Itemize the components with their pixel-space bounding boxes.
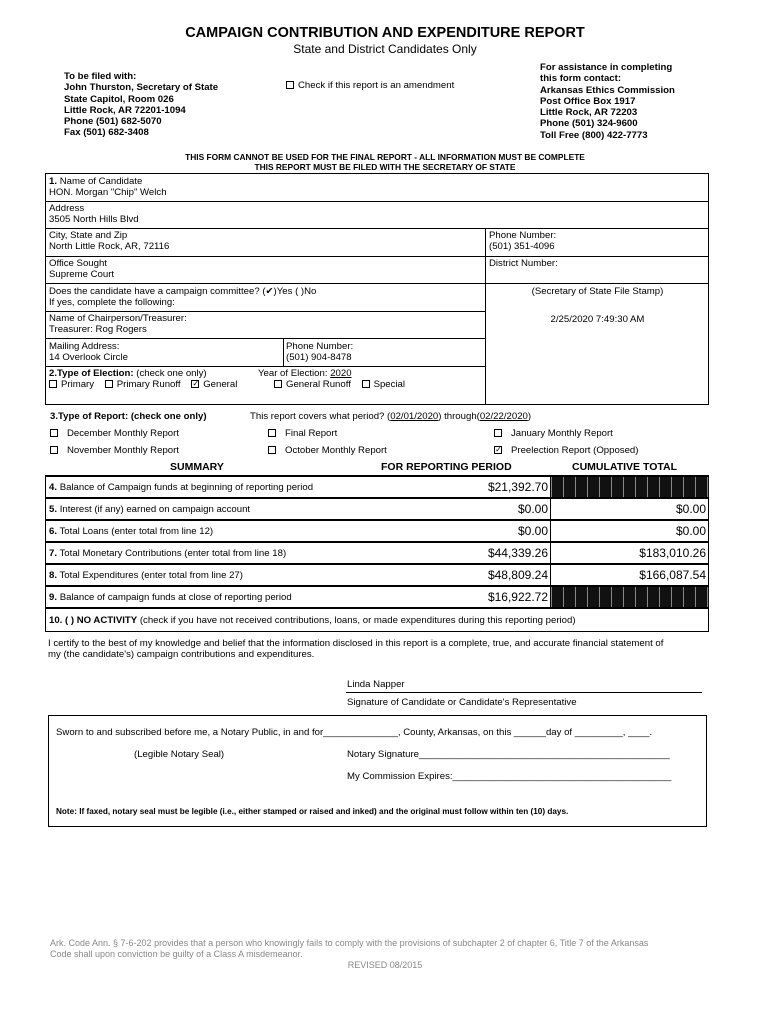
option-general: General (203, 379, 238, 391)
period-to: 02/22/2020 (479, 411, 528, 422)
election-year-field (258, 368, 405, 390)
candidate-name-value: HON. Morgan "Chip" Welch (49, 187, 167, 199)
report-option-january[interactable]: January Monthly Report (494, 428, 613, 439)
treasurer-field[interactable] (49, 313, 187, 335)
office-label: Office Sought (49, 258, 107, 269)
december-checkbox[interactable] (50, 429, 58, 437)
no-activity-note: (check if you have not received contributions, loans, or made expenditures during this reporting period) (137, 615, 576, 626)
committee-question-text: Does the candidate have a campaign committee? (✔)Yes ( )No (49, 286, 317, 297)
option-special: Special (373, 379, 406, 391)
primary-runoff-checkbox[interactable] (105, 380, 113, 388)
cumulative-value[interactable]: $183,010.26 (639, 546, 706, 560)
report-option-november[interactable]: November Monthly Report (50, 445, 179, 456)
period-value[interactable]: $0.00 (517, 524, 548, 538)
preelection-checkbox[interactable] (494, 446, 502, 454)
cumulative-value[interactable]: $166,087.54 (639, 568, 706, 582)
file-with-block (64, 71, 218, 139)
file-stamp-value: 2/25/2020 7:49:30 AM (550, 314, 645, 325)
assistance-line: Phone (501) 324-9600 (540, 118, 638, 130)
summary-row-label: Balance of campaign funds at close of reporting period (59, 592, 292, 603)
summary-row: 7. Total Monetary Contributions (enter total from line 18) $44,339.26 $183,010.26 (45, 542, 709, 564)
city-label: City, State and Zip (49, 230, 128, 241)
election-type-field: 2.Type of Election: (check one only) Primary Primary Runoff ✓ General (49, 368, 237, 390)
report-option-october[interactable]: October Monthly Report (268, 445, 387, 456)
address-value: 3505 North Hills Blvd (49, 214, 139, 226)
period-from: 02/01/2020 (390, 411, 439, 422)
committee-question-hint: If yes, complete the following: (49, 297, 175, 309)
summary-row: 8. Total Expenditures (enter total from line 27) $48,809.24 $166,087.54 (45, 564, 709, 586)
candidate-name-label: Name of Candidate (59, 176, 143, 187)
treasurer-phone-value: (501) 904-8478 (286, 352, 352, 364)
summary-row: 9. Balance of campaign funds at close of reporting period $16,922.72 (45, 586, 709, 608)
summary-row: 4. Balance of Campaign funds at beginning of reporting period $21,392.70 (45, 476, 709, 498)
form-title: CAMPAIGN CONTRIBUTION AND EXPENDITURE REPORT (185, 25, 585, 41)
report-type-label: 3.Type of Report: (check one only) (50, 411, 207, 422)
primary-checkbox[interactable] (49, 380, 57, 388)
candidate-name-field[interactable]: 1. Name of Candidate HON. Morgan "Chip" Welch (49, 176, 167, 199)
district-number-field[interactable] (489, 258, 558, 269)
january-checkbox[interactable] (494, 429, 502, 437)
year-value: 2020 (330, 368, 352, 379)
treasurer-value: Treasurer: Rog Rogers (49, 324, 147, 336)
summary-row: 5. Interest (if any) earned on campaign account $0.00 $0.00 (45, 498, 709, 520)
option-primary-runoff: Primary Runoff (116, 379, 181, 391)
general-checkbox[interactable] (191, 380, 199, 388)
signature-label: Signature of Candidate or Candidate's Representative (347, 697, 577, 708)
candidate-address-field[interactable] (49, 203, 139, 225)
period-value[interactable]: $48,809.24 (487, 568, 548, 582)
file-with-line: Little Rock, AR 72201-1094 (64, 104, 186, 116)
form-subtitle: State and District Candidates Only (293, 42, 477, 56)
november-checkbox[interactable] (50, 446, 58, 454)
notary-signature-line[interactable]: Notary Signature_______________________________________________ (347, 749, 670, 760)
phone-value: (501) 351-4096 (489, 241, 555, 253)
assistance-line: Post Office Box 1917 (540, 95, 636, 107)
office-value: Supreme Court (49, 269, 115, 281)
assistance-block (540, 62, 675, 141)
file-with-line: To be filed with: (64, 71, 137, 82)
warning-secretary: THIS REPORT MUST BE FILED WITH THE SECRETARY OF STATE (254, 162, 516, 172)
period-value[interactable]: $21,392.70 (487, 480, 548, 494)
treasurer-label: Name of Chairperson/Treasurer: (49, 313, 187, 324)
assistance-line: this form contact: (540, 73, 622, 85)
general-runoff-checkbox[interactable] (274, 380, 282, 388)
amendment-checkbox-row[interactable] (286, 80, 454, 91)
city-value: North Little Rock, AR, 72116 (49, 241, 170, 253)
office-sought-field[interactable] (49, 258, 114, 280)
summary-row-label: Total Loans (enter total from line 12) (59, 526, 214, 537)
certification-text: I certify to the best of my knowledge and belief that the information disclosed in this report is a complete, true, and accurate financial statement of my (the candidate's) campaign contributions and expenditures. (48, 638, 664, 661)
file-with-line: John Thurston, Secretary of State (64, 82, 219, 94)
commission-expires-line[interactable]: My Commission Expires:_________________________________________ (347, 771, 672, 782)
summary-row-label: Interest (if any) earned on campaign account (59, 504, 251, 515)
final-checkbox[interactable] (268, 429, 276, 437)
report-period[interactable]: This report covers what period? (02/01/2020) through(02/22/2020) (250, 411, 532, 422)
summary-row-label: Total Monetary Contributions (enter total from line 18) (59, 548, 287, 559)
cumulative-value[interactable]: $0.00 (675, 524, 706, 538)
address-label: Address (49, 203, 85, 214)
assistance-line: Arkansas Ethics Commission (540, 84, 675, 96)
notary-fax-note: Note: If faxed, notary seal must be legible (i.e., either stamped or raised and inked) and the original must follow within ten (10) days. (56, 807, 569, 816)
report-option-preelection[interactable]: ✓ Preelection Report (Opposed) (494, 445, 638, 456)
report-option-december[interactable]: December Monthly Report (50, 428, 179, 439)
option-primary: Primary (61, 379, 95, 391)
assistance-line: For assistance in completing (540, 62, 673, 73)
candidate-phone-field[interactable] (489, 230, 556, 252)
summary-row-label: Balance of Campaign funds at beginning of reporting period (59, 482, 314, 493)
signer-name[interactable]: Linda Napper (347, 679, 405, 690)
no-activity-label[interactable]: ( ) NO ACTIVITY (65, 615, 138, 626)
candidate-city-field[interactable] (49, 230, 169, 252)
notary-seal-label: (Legible Notary Seal) (134, 749, 225, 760)
assistance-line: Little Rock, AR 72203 (540, 107, 638, 119)
district-label: District Number: (489, 258, 558, 269)
no-activity-row[interactable]: 10. ( ) NO ACTIVITY (check if you have not received contributions, loans, or made expenditures during this reporting period) (45, 608, 709, 632)
amendment-checkbox[interactable] (286, 81, 294, 89)
committee-question[interactable] (49, 286, 316, 308)
special-checkbox[interactable] (362, 380, 370, 388)
period-value[interactable]: $44,339.26 (487, 546, 548, 560)
year-label: Year of Election: (258, 368, 331, 379)
warning-final-report: THIS FORM CANNOT BE USED FOR THE FINAL REPORT - ALL INFORMATION MUST BE COMPLETE (185, 152, 585, 162)
summary-row-label: Total Expenditures (enter total from line 27) (59, 570, 243, 581)
amendment-label: Check if this report is an amendment (298, 80, 455, 91)
mailing-address-field[interactable] (49, 341, 128, 363)
revision-date: REVISED 08/2015 (347, 960, 423, 970)
mailing-label: Mailing Address: (49, 341, 120, 352)
period-value[interactable]: $0.00 (517, 502, 548, 516)
mailing-value: 14 Overlook Circle (49, 352, 128, 364)
october-checkbox[interactable] (268, 446, 276, 454)
option-general-runoff: General Runoff (286, 379, 351, 391)
assistance-line: Toll Free (800) 422-7773 (540, 129, 648, 141)
cumulative-total-header: CUMULATIVE TOTAL (572, 461, 677, 473)
report-option-final[interactable]: Final Report (268, 428, 337, 439)
treasurer-phone-label: Phone Number: (286, 341, 354, 352)
summary-row: 6. Total Loans (enter total from line 12) $0.00 $0.00 (45, 520, 709, 542)
summary-header: SUMMARY (170, 461, 224, 473)
period-value[interactable]: $16,922.72 (487, 590, 548, 604)
file-stamp-label: (Secretary of State File Stamp) (531, 286, 664, 297)
cumulative-value[interactable]: $0.00 (675, 502, 706, 516)
notary-sworn-text[interactable]: Sworn to and subscribed before me, a Notary Public, in and for______________, County, Arkansas, on this ______day of _________, ____. (56, 727, 653, 738)
statute-notice: Ark. Code Ann. § 7-6-202 provides that a person who knowingly fails to comply with the provisions of subchapter 2 of chapter 6, Title 7 of the Arkansas Code shall upon conviction be guilty of a Class A misdemeanor. (50, 938, 649, 959)
election-type-label: 2.Type of Election: (49, 368, 134, 379)
reporting-period-header: FOR REPORTING PERIOD (381, 461, 512, 473)
file-with-line: Phone (501) 682-5070 (64, 116, 162, 128)
file-with-line: State Capitol, Room 026 (64, 93, 174, 105)
file-with-line: Fax (501) 682-3408 (64, 127, 149, 139)
treasurer-phone-field[interactable] (286, 341, 353, 363)
phone-label: Phone Number: (489, 230, 557, 241)
